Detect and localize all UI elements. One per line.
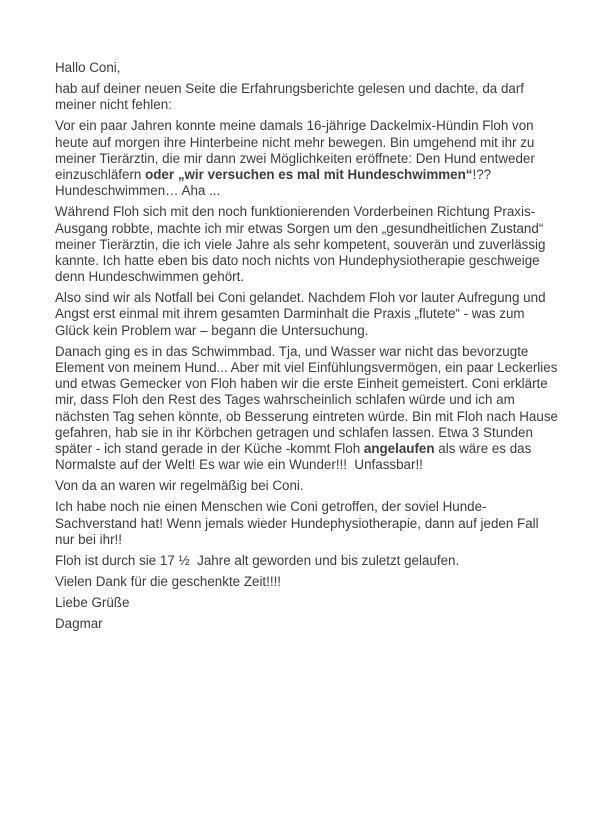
- text-run: gefahren, hab sie in ihr Körbchen getragen und schlafen lassen. Etwa 3 Stunden: [55, 424, 533, 440]
- text-line: [55, 392, 554, 408]
- paragraph-12: [55, 616, 554, 632]
- text-run: Sachverstand hat! Wenn jemals wieder Hundephysiotherapie, dann auf jeden Fall: [55, 515, 539, 531]
- paragraph-3: [55, 118, 554, 199]
- text-line: [55, 81, 554, 97]
- text-run: nur bei ihr!!: [55, 531, 122, 547]
- text-line: [55, 323, 554, 339]
- text-line: [55, 499, 554, 515]
- text-run: meiner Tierärztin, die mir dann zwei Möglichkeiten eröffnete: Den Hund entweder: [55, 150, 535, 166]
- text-run: kannte. Ich hatte eben bis dato noch nichts von Hundephysiotherapie geschweige: [55, 252, 540, 268]
- paragraph-5: [55, 290, 554, 339]
- paragraph-4: [55, 204, 554, 285]
- text-run: mir, dass Floh den Rest des Tages wahrscheinlich schlafen würde und ich am: [55, 392, 515, 408]
- text-line: [55, 408, 558, 425]
- text-line: [55, 151, 554, 167]
- text-line: [55, 167, 554, 183]
- text-run: Vielen Dank für die geschenkte Zeit!!!!: [55, 573, 282, 589]
- text-line: [55, 478, 554, 494]
- text-run: Hallo Coni,: [55, 60, 121, 75]
- text-run: Liebe Grüße: [55, 595, 130, 610]
- text-line: [55, 97, 554, 113]
- paragraph-9: [55, 553, 554, 569]
- text-run-bold: oder „wir versuchen es mal mit Hundeschwimmen“: [145, 167, 473, 182]
- text-line: [55, 306, 554, 322]
- paragraph-8: [55, 499, 554, 548]
- text-run: Floh ist durch sie 17 ½ Jahre alt geworden und bis zuletzt gelaufen.: [55, 552, 460, 568]
- text-run: denn Hundeschwimmen gehört.: [55, 269, 245, 285]
- text-run: Glück kein Problem war – begann die Untersuchung.: [55, 322, 369, 338]
- text-line: [55, 221, 554, 237]
- text-run: heute auf morgen ihre Hinterbeine nicht mehr bewegen. Bin umgehend mit ihr zu: [55, 134, 535, 150]
- text-line: [55, 253, 554, 269]
- text-run: Normalste auf der Welt! Es war wie ein Wunder!!! Unfassbar!!: [55, 457, 423, 473]
- text-run: !??: [472, 167, 492, 182]
- paragraph-7: [55, 478, 554, 494]
- text-run: Element von meinem Hund... Aber mit viel Einfühlungsvermögen, ein paar Leckerlies: [55, 359, 558, 375]
- paragraph-11: [55, 595, 554, 611]
- paragraph-6: [55, 343, 558, 474]
- text-run: hab auf deiner neuen Seite die Erfahrungsberichte gelesen und dachte, da darf: [55, 81, 525, 97]
- text-run: später - ich stand gerade in der Küche -kommt Floh: [55, 440, 364, 456]
- text-run: einzuschläfern: [55, 167, 146, 182]
- text-line: [55, 290, 554, 306]
- text-line: [55, 60, 554, 76]
- text-run-bold: angelaufen: [363, 440, 435, 456]
- text-line: [55, 237, 554, 253]
- text-run: Also sind wir als Notfall bei Coni gelandet. Nachdem Floh vor lauter Aufregung und: [55, 290, 546, 306]
- paragraph-1: [55, 60, 554, 76]
- text-run: als wäre es das: [434, 440, 532, 456]
- text-line: [55, 204, 554, 220]
- text-run: Angst erst einmal mit ihrem gesamten Darminhalt die Praxis „flutete“ - was zum: [55, 306, 525, 322]
- text-line: [55, 457, 554, 473]
- text-run: meiner nicht fehlen:: [55, 97, 172, 113]
- text-line: [55, 359, 558, 376]
- text-run: meiner Tierärztin, die ich viele Jahre als sehr kompetent, souverän und zuverlässig: [55, 236, 546, 252]
- text-line: [55, 441, 554, 457]
- text-line: [55, 574, 554, 590]
- text-line: [55, 135, 554, 151]
- text-line: [55, 516, 554, 532]
- text-line: [55, 553, 554, 569]
- text-run: Dagmar: [55, 616, 103, 632]
- text-run: Vor ein paar Jahren konnte meine damals 16-jährige Dackelmix-Hündin Floh von: [55, 118, 534, 134]
- text-run: Ausgang robbte, machte ich mir etwas Sorgen um den „gesundheitlichen Zustand“: [55, 220, 544, 236]
- text-run: und etwas Gemecker von Floh haben wir die erste Einheit gemeistert. Coni erklärte: [55, 376, 548, 392]
- text-run: Hundeschwimmen… Aha ...: [55, 183, 221, 199]
- text-line: [55, 616, 554, 632]
- text-run: nächsten Tag sehen könnte, ob Besserung eintreten würde. Bin mit Floh nach Hause: [55, 408, 558, 424]
- text-line: [55, 595, 554, 611]
- text-line: [55, 269, 554, 285]
- text-line: [55, 118, 554, 134]
- text-run: Danach ging es in das Schwimmbad. Tja, und Wasser war nicht das bevorzugte: [55, 343, 529, 359]
- text-run: Ich habe noch nie einen Menschen wie Coni getroffen, der soviel Hunde-: [55, 499, 487, 515]
- text-line: [55, 532, 554, 548]
- text-line: [55, 344, 554, 360]
- text-line: [55, 183, 554, 199]
- paragraph-10: [55, 574, 554, 590]
- text-line: [55, 425, 554, 441]
- text-run: Von da an waren wir regelmäßig bei Coni.: [55, 478, 304, 494]
- text-run: Während Floh sich mit den noch funktionierenden Vorderbeinen Richtung Praxis-: [55, 204, 536, 220]
- paragraph-2: [55, 81, 554, 113]
- text-line: [55, 376, 554, 392]
